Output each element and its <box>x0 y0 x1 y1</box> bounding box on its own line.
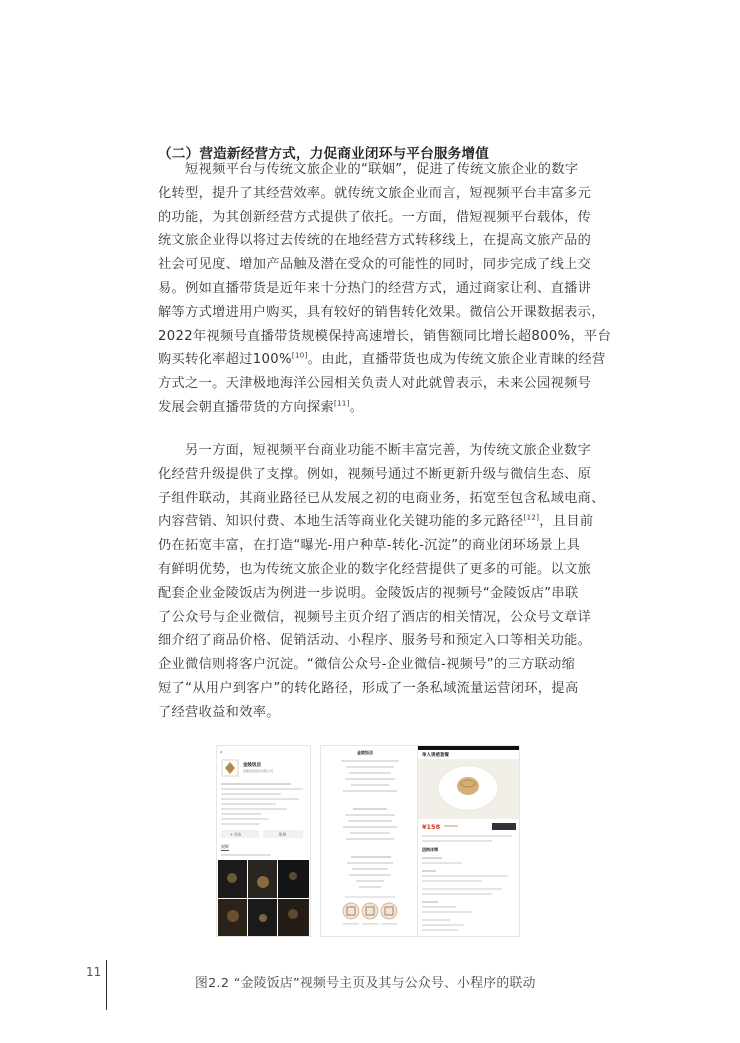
text-line: 仍在拓宽丰富，在打造“曝光-用户种草-转化-沉淀”的商业闭环场景上具 <box>158 538 581 554</box>
reference-marker[interactable]: [10] <box>291 351 308 360</box>
paragraph-2 <box>158 439 605 725</box>
qr-badge-icon <box>381 903 397 919</box>
text-segment: 内容营销、知识付费、本地生活等商业化关键功能的多元路径 <box>158 514 524 530</box>
qr-badge-icon <box>362 903 378 919</box>
figure-caption: 图2.2 “金陵饭店”视频号主页及其与公众号、小程序的联动 <box>195 976 536 991</box>
svg-text:+ 关注: + 关注 <box>230 832 242 837</box>
product-title: 单人诱惑套餐 <box>422 753 449 758</box>
official-account-drawing <box>321 746 419 936</box>
svg-text:私信: 私信 <box>279 832 287 837</box>
text-segment: 购买转化率超过100% <box>158 352 292 368</box>
text-line <box>158 396 588 420</box>
text-line: 方式之一。天津极地海洋公园相关负责人对此就曾表示，未来公园视频号 <box>158 376 592 392</box>
text-line: 细介绍了商品价格、促销活动、小程序、服务号和预定入口等相关功能。 <box>158 633 592 649</box>
videos-tab: 视频 <box>221 844 229 849</box>
text-line: 配套企业金陵饭店为例进一步说明。金陵饭店的视频号“金陵饭店”串联 <box>158 585 579 601</box>
text-line: 的功能，为其创新经营方式提供了依托。一方面，借短视频平台载体，传 <box>158 209 592 225</box>
section-heading: （二）营造新经营方式，力促商业闭环与平台服务增值 <box>158 146 490 162</box>
account-title: 金陵饭店 <box>357 750 373 755</box>
text-line: 了经营收益和效率。 <box>158 704 280 720</box>
text-line: 化经营升级提供了支撑。例如，视频号通过不断更新升级与微信生态、原 <box>158 466 592 482</box>
text-line: 子组件联动，其商业路径已从发展之初的电商业务，拓宽至包含私域电商、 <box>158 490 605 506</box>
text-line <box>158 510 594 534</box>
text-line: 易。例如直播带货是近年来十分热门的经营方式，通过商家让利、直播讲 <box>158 280 592 296</box>
back-icon: ‹ <box>220 749 223 756</box>
text-segment: 。 <box>349 399 364 415</box>
text-line: 短了“从用户到客户”的转化路径，形成了一条私域流量运营闭环，提高 <box>158 680 579 696</box>
qr-badge-icon <box>343 903 359 919</box>
page-number: 11 <box>86 965 102 979</box>
channel-profile-drawing <box>217 746 310 936</box>
details-heading: 团购详情 <box>422 847 438 852</box>
text-segment: 。由此，直播带货也成为传统文旅企业青睐的经营 <box>307 352 606 368</box>
reference-marker[interactable]: [12] <box>523 514 540 522</box>
text-line: 统文旅企业得以将过去传统的在地经营方式转移线上，在提高文旅产品的 <box>158 233 592 249</box>
text-line: 2022年视频号直播带货规模保持高速增长，销售额同比增长超800%，平台 <box>158 328 612 344</box>
channel-name: 金陵饭店 <box>243 763 261 768</box>
buy-button <box>492 823 516 830</box>
text-line: 社会可见度、增加产品触及潜在受众的可能性的同时，同步完成了线上交 <box>158 257 592 273</box>
text-segment: 发展会朝直播带货的方向探索 <box>158 399 334 415</box>
text-line: 化转型，提升了其经营效率。就传统文旅企业而言，短视频平台丰富多元 <box>158 185 592 201</box>
text-line: 另一方面，短视频平台商业功能不断丰富完善，为传统文旅企业数字 <box>185 443 592 458</box>
official-account-screenshot <box>320 745 420 937</box>
channel-subtitle: 金陵饭店股份有限公司 <box>243 769 274 773</box>
mini-program-screenshot <box>417 745 520 937</box>
mini-program-drawing <box>418 746 519 936</box>
channel-profile-screenshot <box>216 745 311 937</box>
paragraph-1 <box>158 158 612 420</box>
text-line <box>158 348 606 372</box>
text-line: 短视频平台与传统文旅企业的“联姻”，促进了传统文旅企业的数字 <box>185 162 579 177</box>
text-line: 企业微信则将客户沉淀。“微信公众号-企业微信-视频号”的三方联动缩 <box>158 657 576 673</box>
text-line: 了公众号与企业微信，视频号主页介绍了酒店的相关情况，公众号文章详 <box>158 609 592 625</box>
text-line: 有鲜明优势，也为传统文旅企业的数字化经营提供了更多的可能。以文旅 <box>158 561 592 577</box>
text-segment: ，且目前 <box>539 514 594 530</box>
page-number-divider <box>106 960 107 1010</box>
product-price: ¥158 <box>422 823 441 831</box>
reference-marker[interactable]: [11] <box>334 399 350 408</box>
text-line: 解等方式增进用户购买，具有较好的销售转化效果。微信公开课数据表示， <box>158 304 605 320</box>
